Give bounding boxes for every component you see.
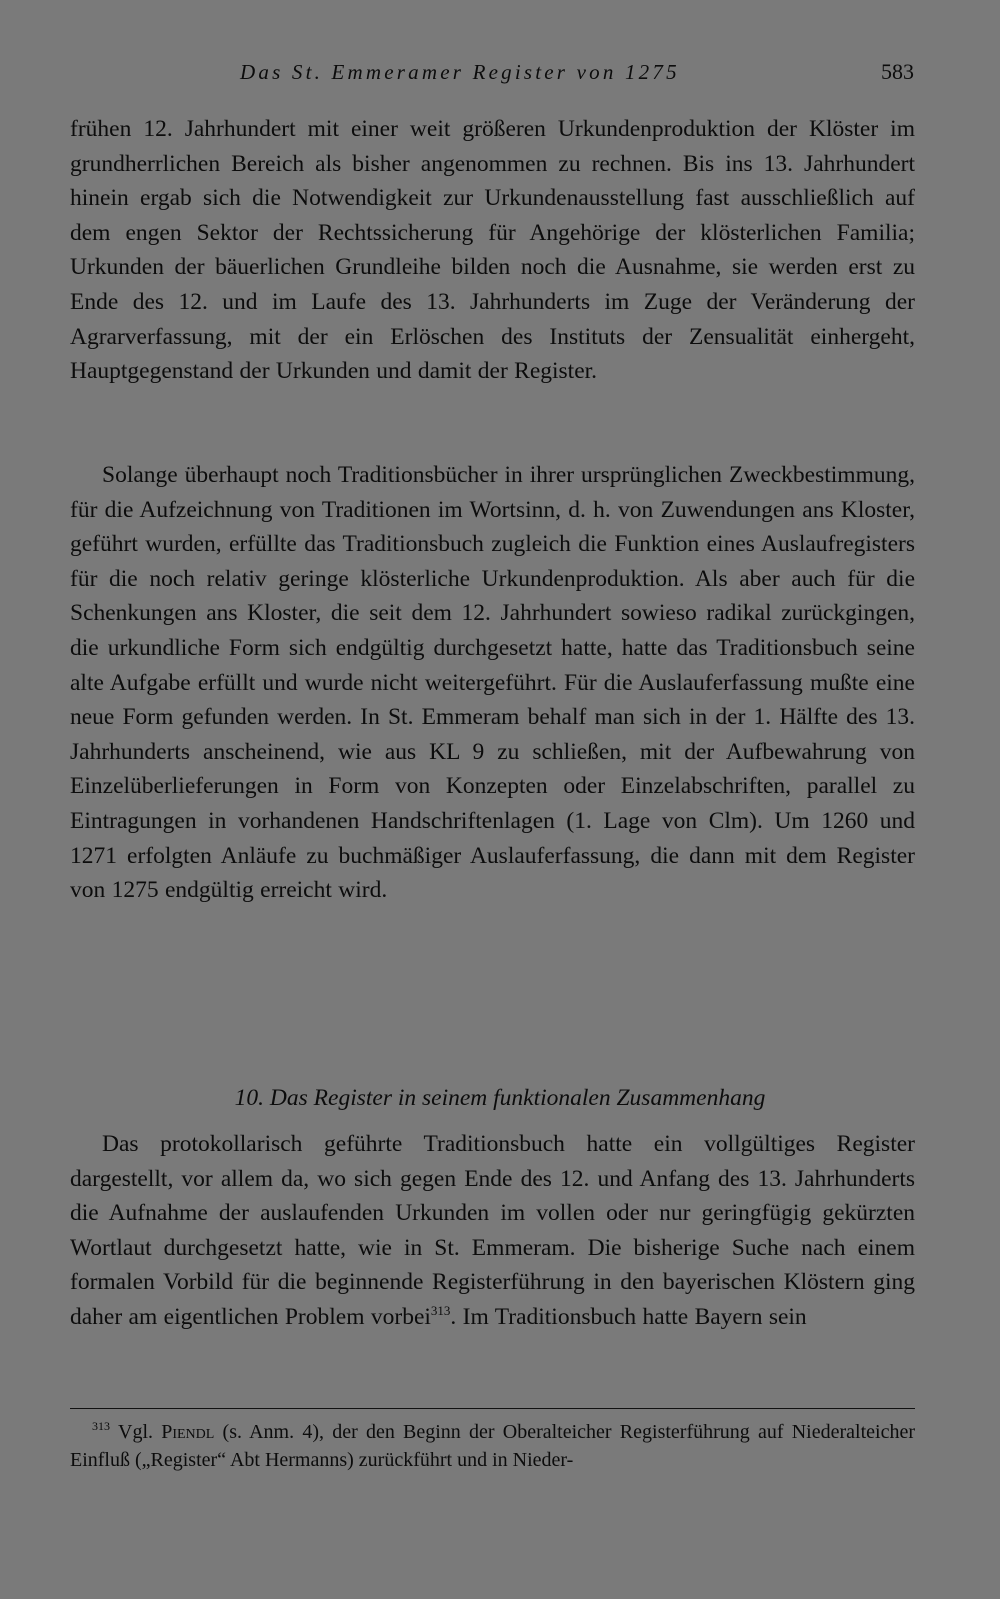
running-title: Das St. Emmeramer Register von 1275	[240, 60, 680, 84]
section-heading: 10. Das Register in seinem funktionalen Zusammenhang	[234, 1085, 766, 1111]
footnote-text-before: Vgl.	[118, 1421, 162, 1443]
paragraph-3-end: . Im Traditionsbuch hatte Bayern sein	[450, 1303, 807, 1330]
footnote-divider	[70, 1408, 915, 1409]
page-number: 583	[881, 59, 914, 84]
footnote	[70, 1418, 915, 1474]
footnote-author: Piendl	[161, 1421, 215, 1443]
body-paragraph-2: Solange überhaupt noch Traditionsbücher in ihrer ursprünglichen Zweckbestimmung, für die Aufzeichnung von Traditionen im Wortsinn, d. h. von Zuwendungen ans Kloster, geführt wurden, erfüllte das Traditionsbuch zugleich die Funktion eines Auslaufregisters für die noch relativ geringe klösterliche Urkundenproduktion. Als aber auch für die Schenkungen ans Kloster, die seit dem 12. Jahrhundert sowieso radikal zurückgingen, die urkundliche Form sich endgültig durchgesetzt hatte, hatte das Traditionsbuch seine alte Aufgabe erfüllt und wurde nicht weitergeführt. Für die Auslauferfassung mußte eine neue Form gefunden werden. In St. Emmeram behalf man sich in der 1. Hälfte des 13. Jahrhunderts anscheinend, wie aus KL 9 zu schließen, mit der Aufbewahrung von Einzelüberlieferungen in Form von Konzepten oder Einzelabschriften, parallel zu Eintragungen in vorhandenen Handschriftenlagen (1. Lage von Clm). Um 1260 und 1271 erfolgten Anläufe zu buchmäßiger Auslauferfassung, die dann mit dem Register von 1275 endgültig erreicht wird.	[70, 462, 915, 904]
paragraph-3-text: Das protokollarisch geführte Traditionsbuch hatte ein vollgültiges Register dargestellt, vor allem da, wo sich gegen Ende des 12. und Anfang des 13. Jahrhunderts die Aufnahme der auslaufenden Urkunden im vollen oder nur geringfügig gekürzten Wortlaut durchgesetzt hatte, wie in St. Emmeram. Die bisherige Suche nach einem formalen Vorbild für die beginnende Registerführung in den bayerischen Klöstern ging daher am eigentlichen Problem vorbei	[70, 1131, 915, 1330]
footnote-text-after: (s. Anm. 4), der den Beginn der Oberalteicher Registerführung auf Niederalteicher Einfluß („Register“ Abt Hermanns) zurückführt und in Nieder-	[70, 1421, 915, 1471]
body-paragraph-1: frühen 12. Jahrhundert mit einer weit größeren Urkundenproduktion der Klöster im grundherrlichen Bereich als bisher angenommen zu rechnen. Bis ins 13. Jahrhundert hinein ergab sich die Notwendigkeit zur Urkundenausstellung fast ausschließlich auf dem engen Sektor der Rechtssicherung für Angehörige der klösterlichen Familia; Urkunden der bäuerlichen Grundleihe bilden noch die Ausnahme, sie werden erst zu Ende des 12. und im Laufe des 13. Jahrhunderts im Zuge der Veränderung der Agrarverfassung, mit der ein Erlöschen des Instituts der Zensualität einhergeht, Hauptgegenstand der Urkunden und damit der Register.	[70, 116, 915, 385]
footnote-number: 313	[92, 1419, 110, 1434]
body-paragraph-3	[70, 1127, 915, 1335]
footnote-reference: 313	[430, 1303, 451, 1319]
